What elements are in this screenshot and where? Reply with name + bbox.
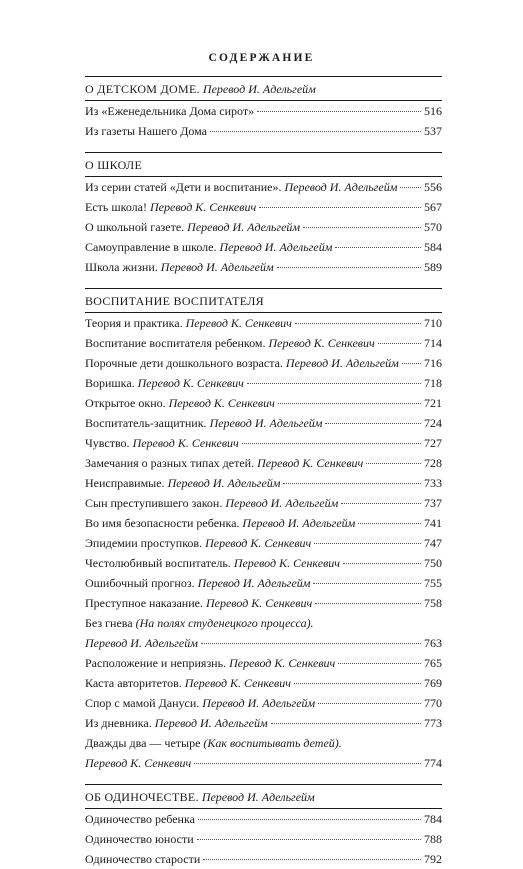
entry-title: Одиночество юности [85,832,194,846]
dot-leader [318,703,421,704]
entry-translator: Перевод И. Адельгейм [154,716,268,730]
entry-page-number: 769 [424,676,442,690]
entry-translator: Перевод К. Сенкевич [257,456,364,470]
entry-translator: Перевод И. Адельгейм [202,696,316,710]
entry-page-number: 747 [424,536,442,550]
entry-page-number: 718 [424,376,442,390]
entry-second-line [85,753,442,773]
entry-subtitle: (Как воспитывать детей). [203,736,342,750]
dot-leader [343,563,421,564]
toc-entry [85,809,442,829]
entry-page-number: 733 [424,476,442,490]
toc-entry [85,373,442,393]
table-of-contents [85,76,442,869]
entry-title: Одиночество старости [85,852,201,866]
section-heading [85,785,442,807]
dot-leader [194,763,421,764]
entry-title: Замечания о разных типах детей. [85,456,255,470]
dot-leader [277,267,421,268]
entry-translator: Перевод К. Сенкевич [185,316,292,330]
section-title: О ШКОЛЕ [85,158,143,172]
toc-section [85,288,442,773]
entry-title: Эпидемии проступков. [85,536,203,550]
entry-label [85,593,312,613]
entry-label [85,353,399,373]
entry-title: Неисправимые. [85,476,165,490]
entry-translator: Перевод И. Адельгейм [225,496,339,510]
entry-title: Из газеты Нашего Дома [85,124,208,138]
entry-label [85,713,268,733]
entry-title: Воспитатель-защитник. [85,416,207,430]
toc-entry [85,197,442,217]
entry-page-number: 537 [424,124,442,138]
page-title: СОДЕРЖАНИЕ [208,52,315,64]
entry-page-number: 516 [424,104,442,118]
entry-title: Каста авторитетов. [85,676,182,690]
entry-translator: Перевод И. Адельгейм [197,576,311,590]
entry-label [85,217,300,237]
toc-entry [85,121,442,141]
dot-leader [259,207,421,208]
entry-page-number: 570 [424,220,442,234]
toc-entry [85,217,442,237]
toc-entry [85,653,442,673]
entry-title: Воришка. [85,376,135,390]
toc-entry [85,553,442,573]
section-title: ВОСПИТАНИЕ ВОСПИТАТЕЛЯ [85,294,264,308]
entry-page-number: 567 [424,200,442,214]
toc-entry [85,829,442,849]
entry-label [85,453,363,473]
entry-page-number: 716 [424,356,442,370]
dot-leader [338,663,421,664]
entry-page-number: 727 [424,436,442,450]
dot-leader [378,343,421,344]
dot-leader [247,383,421,384]
entry-translator: Перевод К. Сенкевич [168,396,275,410]
entry-translator: Перевод И. Адельгейм [85,636,198,650]
entry-label [85,513,355,533]
entry-label [85,413,322,433]
entry-page-number: 773 [424,716,442,730]
entry-list [85,808,442,869]
entry-page-number: 710 [424,316,442,330]
entry-translator: Перевод К. Сенкевич [233,556,341,570]
toc-entry [85,593,442,613]
toc-entry [85,413,442,433]
entry-title: Во имя безопасности ребенка. [85,516,240,530]
dot-leader [400,187,421,188]
entry-label [85,809,195,829]
toc-entry [85,473,442,493]
entry-label [85,573,310,593]
entry-translator: Перевод К. Сенкевич [85,756,192,770]
entry-title: Теория и практика. [85,316,183,330]
entry-translator: Перевод И. Адельгейм [219,240,333,254]
section-heading [85,153,442,175]
dot-leader [278,403,421,404]
entry-title: Воспитание воспитателя ребенком. [85,336,266,350]
dot-leader [283,483,421,484]
entry-page-number: 763 [424,636,442,650]
entry-translator: Перевод К. Сенкевич [205,596,313,610]
entry-label [85,433,239,453]
entry-label [85,849,200,869]
dot-leader [210,131,421,132]
dot-leader [303,227,421,228]
toc-entry [85,177,442,197]
section-heading [85,289,442,311]
entry-label [85,373,244,393]
entry-page-number: 737 [424,496,442,510]
entry-translator: Перевод К. Сенкевич [150,200,257,214]
entry-title: Из дневника. [85,716,152,730]
dot-leader [314,543,421,544]
entry-page-number: 784 [424,812,442,826]
entry-translator: Перевод И. Адельгейм [285,356,399,370]
entry-title: Школа жизни. [85,260,158,274]
toc-entry [85,513,442,533]
entry-translator: Перевод И. Адельгейм [242,516,356,530]
toc-entry [85,493,442,513]
entry-label [85,121,207,141]
dot-leader [366,463,421,464]
toc-entry [85,533,442,553]
dot-leader [315,603,421,604]
entry-label [85,473,280,493]
dot-leader [402,363,421,364]
entry-label [85,393,275,413]
entry-page-number: 765 [424,656,442,670]
entry-label [85,673,291,693]
entry-title: Дважды два — четыре [85,736,201,750]
toc-entry [85,713,442,733]
toc-section [85,76,442,141]
dot-leader [335,247,421,248]
section-translator: Перевод И. Адельгейм [202,82,316,96]
toc-entry [85,101,442,121]
toc-entry [85,573,442,593]
entry-translator: Перевод И. Адельгейм [209,416,323,430]
entry-page-number: 750 [424,556,442,570]
entry-title: Чувство. [85,436,130,450]
dot-leader [358,523,421,524]
dot-leader [341,503,421,504]
entry-subtitle: (На полях студенецкого процесса). [135,616,314,630]
entry-page-number: 788 [424,832,442,846]
section-title: О ДЕТСКОМ ДОМЕ. [85,82,200,96]
entry-title: Открытое окно. [85,396,166,410]
toc-entry [85,353,442,373]
entry-label [85,693,315,713]
section-title: ОБ ОДИНОЧЕСТВЕ. [85,790,199,804]
entry-page-number: 714 [424,336,442,350]
entry-title: Преступное наказание. [85,596,203,610]
entry-translator: Перевод И. Адельгейм [284,180,398,194]
dot-leader [294,683,421,684]
entry-title: Сын преступившего закон. [85,496,223,510]
entry-label [85,237,332,257]
toc-entry [85,673,442,693]
entry-title: Из серии статей «Дети и воспитание». [85,180,282,194]
entry-translator: Перевод И. Адельгейм [160,260,274,274]
toc-entry [85,257,442,277]
entry-list [85,176,442,277]
entry-title: Самоуправление в школе. [85,240,217,254]
entry-title: Одиночество ребенка [85,812,195,826]
entry-first-line [85,733,442,753]
entry-list [85,312,442,773]
dot-leader [197,839,421,840]
entry-page-number: 774 [424,756,442,770]
dot-leader [203,859,421,860]
entry-translator: Перевод К. Сенкевич [268,336,375,350]
dot-leader [257,111,421,112]
entry-page-number: 792 [424,852,442,866]
toc-entry [85,313,442,333]
entry-label [85,197,256,217]
entry-translator: Перевод К. Сенкевич [137,376,244,390]
entry-title: Без гнева [85,616,133,630]
entry-translator: Перевод К. Сенкевич [184,676,291,690]
entry-translator: Перевод К. Сенкевич [132,436,239,450]
entry-title: Ошибочный прогноз. [85,576,195,590]
entry-title: Из «Еженедельника Дома сирот» [85,104,255,118]
entry-translator: Перевод К. Сенкевич [205,536,312,550]
entry-label [85,177,397,197]
entry-label [85,553,340,573]
toc-entry [85,393,442,413]
entry-title: О школьной газете. [85,220,185,234]
entry-second-line [85,633,442,653]
entry-translator: Перевод К. Сенкевич [229,656,336,670]
toc-entry [85,237,442,257]
entry-page-number: 584 [424,240,442,254]
toc-entry [85,453,442,473]
entry-title: Спор с мамой Дануси. [85,696,200,710]
dot-leader [313,583,421,584]
dot-leader [325,423,421,424]
entry-label [85,313,292,333]
toc-entry [85,693,442,713]
toc-entry [85,333,442,353]
toc-section [85,784,442,869]
entry-title: Есть школа! [85,200,147,214]
entry-page-number: 721 [424,396,442,410]
dot-leader [201,643,421,644]
dot-leader [271,723,421,724]
toc-entry [85,433,442,453]
entry-translator: Перевод И. Адельгейм [187,220,301,234]
entry-label [85,829,194,849]
entry-label [85,257,274,277]
entry-page-number: 724 [424,416,442,430]
toc-entry [85,613,442,653]
entry-translator: Перевод И. Адельгейм [167,476,281,490]
entry-title: Расположение и неприязнь. [85,656,227,670]
entry-title: Порочные дети дошкольного возраста. [85,356,283,370]
entry-page-number: 556 [424,180,442,194]
entry-page-number: 741 [424,516,442,530]
entry-page-number: 755 [424,576,442,590]
entry-list [85,100,442,141]
entry-label [85,333,375,353]
entry-label [85,653,335,673]
entry-page-number: 589 [424,260,442,274]
dot-leader [242,443,421,444]
dot-leader [295,323,421,324]
toc-entry [85,849,442,869]
entry-title: Честолюбивый воспитатель. [85,556,231,570]
entry-page-number: 758 [424,596,442,610]
entry-page-number: 770 [424,696,442,710]
dot-leader [198,819,421,820]
entry-label [85,533,311,553]
toc-entry [85,733,442,773]
entry-first-line [85,613,442,633]
toc-section [85,152,442,277]
entry-label [85,493,338,513]
entry-label [85,101,254,121]
section-heading [85,77,442,99]
section-translator: Перевод И. Адельгейм [201,790,315,804]
entry-page-number: 728 [424,456,442,470]
